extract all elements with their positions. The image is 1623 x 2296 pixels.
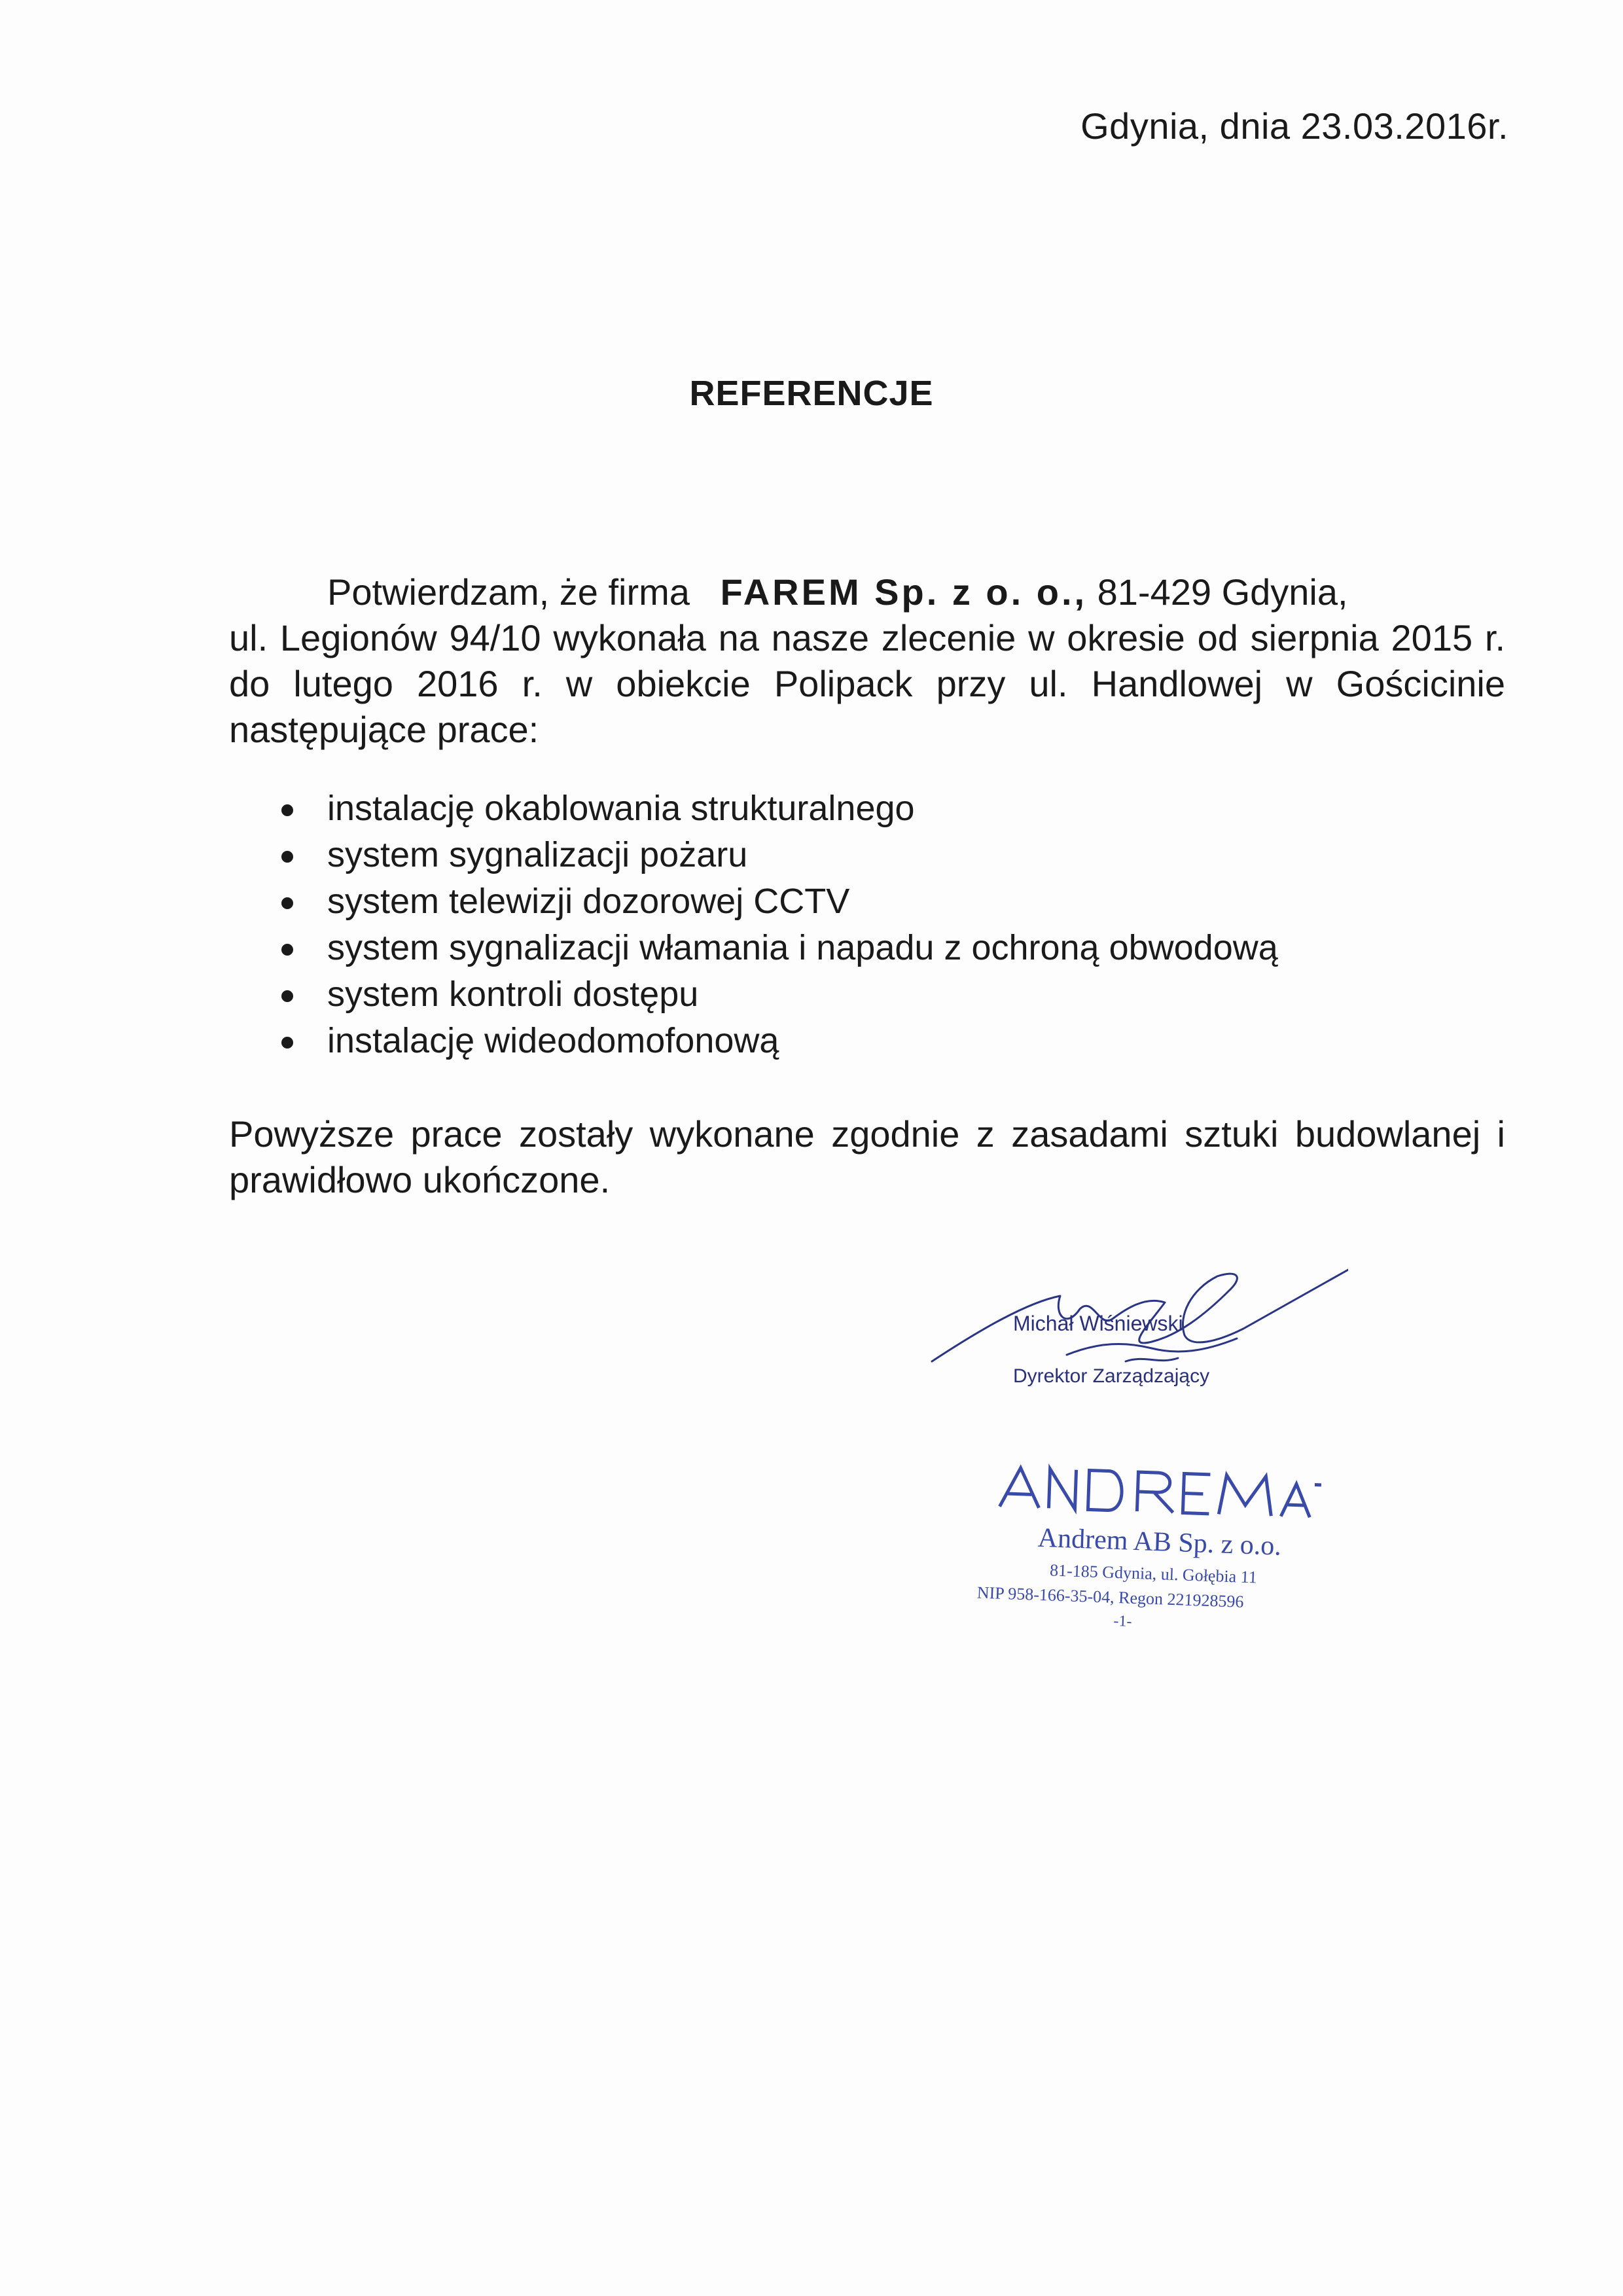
stamp-mark: -1- xyxy=(1113,1612,1132,1630)
intro-paragraph xyxy=(229,569,1505,753)
document-title: REFERENCJE xyxy=(689,374,934,413)
signer-role: Dyrektor Zarządzający xyxy=(1013,1365,1210,1387)
bullet-icon xyxy=(281,851,293,863)
intro-rest: ul. Legionów 94/10 wykonała na nasze zlecenie w okresie od sierpnia 2015 r. do lutego 2016 r. w obiekcie Polipack przy ul. Handlowej w Gościcinie następujące prace: xyxy=(229,617,1505,750)
stamp-company: Andrem AB Sp. z o.o. xyxy=(1037,1522,1282,1562)
bullet-icon xyxy=(281,1037,293,1049)
stamp-address: 81-185 Gdynia, ul. Gołębia 11 xyxy=(1049,1560,1258,1587)
list-item: system telewizji dozorowej CCTV xyxy=(229,878,1505,925)
stamp-ids: NIP 958-166-35-04, Regon 221928596 xyxy=(976,1583,1244,1611)
intro-first-line xyxy=(229,569,1505,615)
list-item: system kontroli dostępu xyxy=(229,971,1505,1018)
company-stamp xyxy=(963,1460,1335,1642)
company-name: FAREM Sp. z o. o., xyxy=(720,571,1088,613)
closing-paragraph: Powyższe prace zostały wykonane zgodnie z zasadami sztuki budowlanej i prawidłowo ukończone. xyxy=(229,1113,1505,1200)
list-item: system sygnalizacji pożaru xyxy=(229,832,1505,878)
andrem-logo-icon xyxy=(993,1460,1321,1524)
works-list xyxy=(229,785,1505,1064)
bullet-icon xyxy=(281,990,293,1002)
list-item: system sygnalizacji włamania i napadu z ochroną obwodową xyxy=(229,925,1505,971)
bullet-icon xyxy=(281,804,293,816)
signer-name: Michał Wiśniewski xyxy=(1013,1312,1183,1335)
list-item: instalację okablowania strukturalnego xyxy=(229,785,1505,832)
list-item: instalację wideodomofonową xyxy=(229,1018,1505,1064)
bullet-icon xyxy=(281,944,293,956)
intro-city: 81-429 Gdynia, xyxy=(1097,571,1348,613)
bullet-icon xyxy=(281,897,293,909)
document-date: Gdynia, dnia 23.03.2016r. xyxy=(1080,105,1508,147)
intro-lead: Potwierdzam, że firma xyxy=(327,571,690,613)
